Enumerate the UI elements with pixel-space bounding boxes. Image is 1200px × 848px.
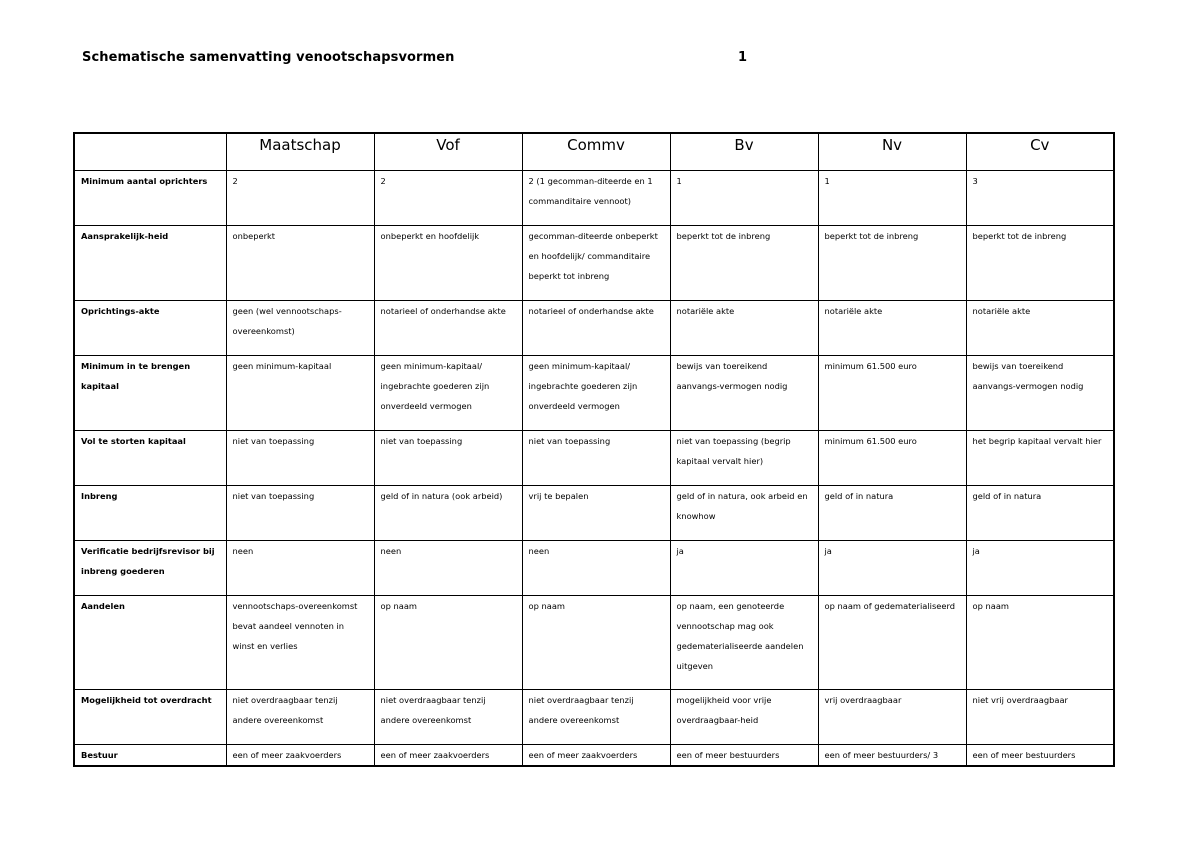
table-cell: 3 bbox=[966, 171, 1114, 226]
table-cell: een of meer zaakvoerders bbox=[374, 745, 522, 767]
table-row bbox=[74, 541, 1114, 596]
table-cell: niet van toepassing bbox=[522, 431, 670, 486]
table-row bbox=[74, 745, 1114, 767]
table-cell: niet van toepassing bbox=[226, 431, 374, 486]
table-cell: minimum 61.500 euro bbox=[818, 431, 966, 486]
company-forms-table bbox=[73, 132, 1115, 767]
table-row bbox=[74, 431, 1114, 486]
page-number: 1 bbox=[738, 50, 748, 65]
table-cell: neen bbox=[522, 541, 670, 596]
table-cell: een of meer bestuurders bbox=[966, 745, 1114, 767]
row-label: Mogelijkheid tot overdracht bbox=[74, 690, 226, 745]
table-cell: geld of in natura, ook arbeid en knowhow bbox=[670, 486, 818, 541]
table-row bbox=[74, 690, 1114, 745]
row-label: Minimum aantal oprichters bbox=[74, 171, 226, 226]
table-cell: neen bbox=[226, 541, 374, 596]
table-cell: notariële akte bbox=[670, 301, 818, 356]
table-cell: bewijs van toereikend aanvangs-vermogen nodig bbox=[966, 356, 1114, 431]
table-cell: onbeperkt bbox=[226, 226, 374, 301]
row-label: Aansprakelijk-heid bbox=[74, 226, 226, 301]
table-cell: niet van toepassing bbox=[374, 431, 522, 486]
table-cell: vrij te bepalen bbox=[522, 486, 670, 541]
table-cell: niet van toepassing bbox=[226, 486, 374, 541]
column-header-vof: Vof bbox=[374, 133, 522, 171]
table-row bbox=[74, 356, 1114, 431]
row-label: Minimum in te brengen kapitaal bbox=[74, 356, 226, 431]
table-header-row bbox=[74, 133, 1114, 171]
table-cell: beperkt tot de inbreng bbox=[966, 226, 1114, 301]
table-row bbox=[74, 596, 1114, 690]
column-header-commv: Commv bbox=[522, 133, 670, 171]
table-cell: geld of in natura bbox=[966, 486, 1114, 541]
table-cell: onbeperkt en hoofdelijk bbox=[374, 226, 522, 301]
table-cell: geen (wel vennootschaps-overeenkomst) bbox=[226, 301, 374, 356]
table-row bbox=[74, 486, 1114, 541]
table-cell: een of meer zaakvoerders bbox=[522, 745, 670, 767]
table-cell: notarieel of onderhandse akte bbox=[522, 301, 670, 356]
table-cell: 2 bbox=[374, 171, 522, 226]
table-cell: het begrip kapitaal vervalt hier bbox=[966, 431, 1114, 486]
table-cell: beperkt tot de inbreng bbox=[670, 226, 818, 301]
table-cell: geld of in natura bbox=[818, 486, 966, 541]
column-header-bv: Bv bbox=[670, 133, 818, 171]
table-cell: op naam bbox=[966, 596, 1114, 690]
table-cell: op naam of gedematerialiseerd bbox=[818, 596, 966, 690]
table-cell: gecomman-diteerde onbeperkt en hoofdelijk/ commanditaire beperkt tot inbreng bbox=[522, 226, 670, 301]
table-cell: niet van toepassing (begrip kapitaal vervalt hier) bbox=[670, 431, 818, 486]
table-cell: mogelijkheid voor vrije overdraagbaar-heid bbox=[670, 690, 818, 745]
table-cell: ja bbox=[966, 541, 1114, 596]
table-cell: op naam, een genoteerde vennootschap mag ook gedematerialiseerde aandelen uitgeven bbox=[670, 596, 818, 690]
column-header-nv: Nv bbox=[818, 133, 966, 171]
table-cell: geen minimum-kapitaal bbox=[226, 356, 374, 431]
table-cell: een of meer bestuurders bbox=[670, 745, 818, 767]
table-cell: bewijs van toereikend aanvangs-vermogen nodig bbox=[670, 356, 818, 431]
table-cell: 1 bbox=[818, 171, 966, 226]
table-cell: op naam bbox=[374, 596, 522, 690]
table-row bbox=[74, 301, 1114, 356]
table-cell: 2 (1 gecomman-diteerde en 1 commanditaire vennoot) bbox=[522, 171, 670, 226]
row-label: Inbreng bbox=[74, 486, 226, 541]
table-cell: niet overdraagbaar tenzij andere overeenkomst bbox=[522, 690, 670, 745]
table-cell: een of meer bestuurders/ 3 bbox=[818, 745, 966, 767]
document-title: Schematische samenvatting venootschapsvormen bbox=[82, 50, 455, 65]
column-header-blank bbox=[74, 133, 226, 171]
row-label: Oprichtings-akte bbox=[74, 301, 226, 356]
table-cell: ja bbox=[818, 541, 966, 596]
table-cell: geen minimum-kapitaal/ ingebrachte goederen zijn onverdeeld vermogen bbox=[522, 356, 670, 431]
table-row bbox=[74, 226, 1114, 301]
table-cell: niet overdraagbaar tenzij andere overeenkomst bbox=[374, 690, 522, 745]
table-cell: beperkt tot de inbreng bbox=[818, 226, 966, 301]
table-row bbox=[74, 171, 1114, 226]
row-label: Aandelen bbox=[74, 596, 226, 690]
table-cell: een of meer zaakvoerders bbox=[226, 745, 374, 767]
table-cell: notarieel of onderhandse akte bbox=[374, 301, 522, 356]
table-cell: 2 bbox=[226, 171, 374, 226]
row-label: Verificatie bedrijfsrevisor bij inbreng goederen bbox=[74, 541, 226, 596]
table-cell: notariële akte bbox=[818, 301, 966, 356]
table-cell: 1 bbox=[670, 171, 818, 226]
table-cell: vrij overdraagbaar bbox=[818, 690, 966, 745]
table-cell: geen minimum-kapitaal/ ingebrachte goederen zijn onverdeeld vermogen bbox=[374, 356, 522, 431]
table-cell: minimum 61.500 euro bbox=[818, 356, 966, 431]
column-header-maatschap: Maatschap bbox=[226, 133, 374, 171]
table-cell: neen bbox=[374, 541, 522, 596]
row-label: Vol te storten kapitaal bbox=[74, 431, 226, 486]
table-cell: niet overdraagbaar tenzij andere overeenkomst bbox=[226, 690, 374, 745]
column-header-cv: Cv bbox=[966, 133, 1114, 171]
table-cell: geld of in natura (ook arbeid) bbox=[374, 486, 522, 541]
table-cell: op naam bbox=[522, 596, 670, 690]
table-cell: niet vrij overdraagbaar bbox=[966, 690, 1114, 745]
table-cell: ja bbox=[670, 541, 818, 596]
row-label: Bestuur bbox=[74, 745, 226, 767]
table-cell: notariële akte bbox=[966, 301, 1114, 356]
table-cell: vennootschaps-overeenkomst bevat aandeel vennoten in winst en verlies bbox=[226, 596, 374, 690]
